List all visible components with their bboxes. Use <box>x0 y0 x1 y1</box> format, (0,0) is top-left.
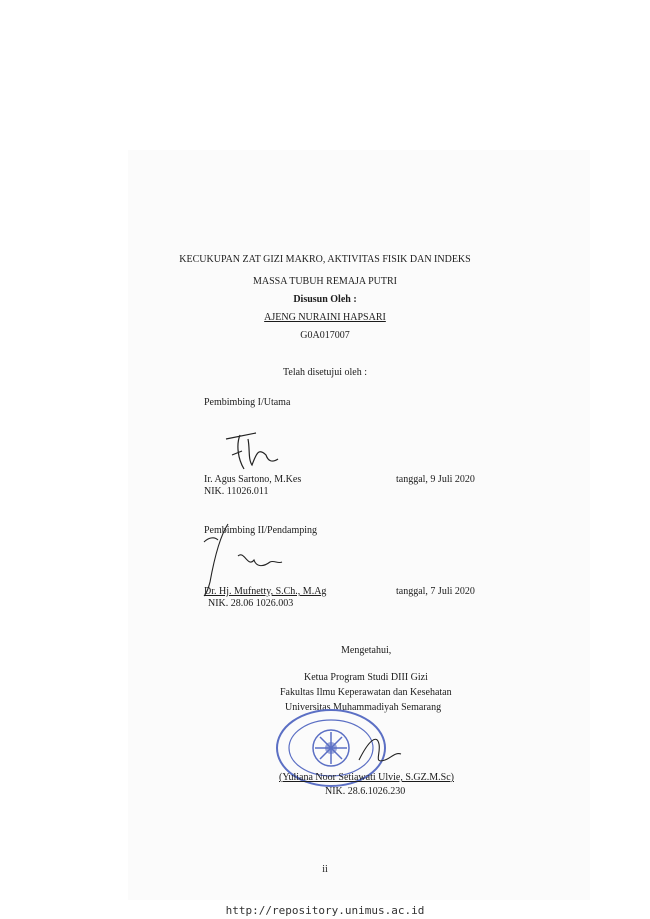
supervisor1-name: Ir. Agus Sartono, M.Kes <box>204 474 302 485</box>
head-name: (Yuliana Noor Setiawati Ulvie, S.GZ.M.Sc) <box>279 772 454 783</box>
author-nim: G0A017007 <box>300 330 350 341</box>
position-line-2: Fakultas Ilmu Keperawatan dan Kesehatan <box>280 687 452 698</box>
supervisor2-role: Pembimbing II/Pendamping <box>204 525 318 536</box>
supervisor2-date: tanggal, 7 Juli 2020 <box>396 586 475 597</box>
author-name: AJENG NURAINI HAPSARI <box>264 312 386 323</box>
supervisor1-signature <box>222 425 284 477</box>
title-line-1: KECUKUPAN ZAT GIZI MAKRO, AKTIVITAS FISIK DAN INDEKS <box>179 254 471 265</box>
supervisor2-nik: NIK. 28.06 1026.003 <box>208 598 294 609</box>
footer-url[interactable]: http://repository.unimus.ac.id <box>225 904 425 917</box>
head-nik: NIK. 28.6.1026.230 <box>325 786 406 797</box>
supervisor1-role: Pembimbing I/Utama <box>204 397 291 408</box>
position-line-3: Universitas Muhammadiyah Semarang <box>285 702 442 713</box>
position-line-1: Ketua Program Studi DIII Gizi <box>304 672 428 683</box>
approval-label: Telah disetujui oleh : <box>282 367 367 378</box>
acknowledgement-label: Mengetahui, <box>341 645 392 656</box>
supervisor1-date: tanggal, 9 Juli 2020 <box>396 474 475 485</box>
supervisor1-nik: NIK. 11026.011 <box>204 486 269 497</box>
head-signature <box>355 730 405 770</box>
author-label: Disusun Oleh : <box>293 294 357 305</box>
supervisor2-name: Dr. Hj. Mufnetty, S.Ch., M.Ag <box>204 586 327 597</box>
page-number: ii <box>322 864 328 875</box>
title-line-2: MASSA TUBUH REMAJA PUTRI <box>252 276 397 287</box>
